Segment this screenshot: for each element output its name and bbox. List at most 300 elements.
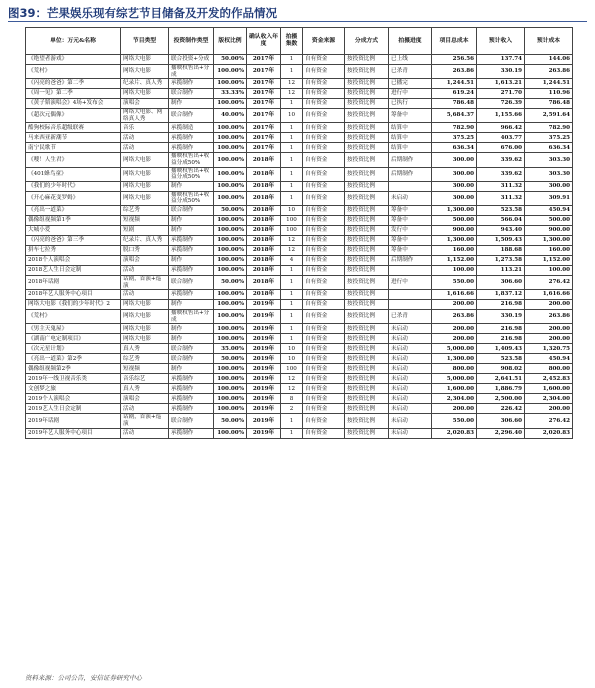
- table-cell: 自有资金: [303, 364, 345, 374]
- table-cell: 自有资金: [303, 235, 345, 245]
- table-cell: 短视频: [121, 215, 169, 225]
- table-cell: 306.60: [477, 275, 525, 289]
- table-cell: 演唱会: [121, 394, 169, 404]
- table-cell: 800.00: [525, 364, 573, 374]
- table-cell: 1,600.00: [432, 384, 477, 394]
- table-row: [26, 324, 573, 334]
- table-cell: 未启动: [389, 324, 432, 334]
- table-cell: 500.00: [432, 215, 477, 225]
- table-cell: 1: [281, 334, 303, 344]
- table-cell: 2018个人演唱会: [26, 255, 121, 265]
- table-cell: 100.00%: [214, 123, 247, 133]
- table-cell: 1,244.51: [432, 79, 477, 89]
- table-cell: 发行中: [389, 225, 432, 235]
- table-cell: 演唱会: [121, 255, 169, 265]
- column-header: 投资制作类型: [169, 28, 214, 55]
- table-cell: 未启动: [389, 354, 432, 364]
- table-cell: 900.00: [525, 225, 573, 235]
- table-cell: 按投资比例: [345, 99, 389, 109]
- table-cell: [389, 290, 432, 300]
- table-cell: 音乐综艺: [121, 374, 169, 384]
- table-cell: 已上线: [389, 55, 432, 65]
- table-cell: 未启动: [389, 428, 432, 438]
- table-cell: 联合制作: [169, 109, 214, 123]
- table-cell: 200.00: [525, 334, 573, 344]
- table-cell: 2019个人演唱会: [26, 394, 121, 404]
- table-cell: 活动: [121, 404, 169, 414]
- table-cell: 100.00%: [214, 384, 247, 394]
- table-cell: 110.96: [525, 89, 573, 99]
- table-row: [26, 143, 573, 153]
- table-cell: 播映权售出+分成: [169, 65, 214, 79]
- table-cell: 1,886.79: [477, 384, 525, 394]
- table-cell: 726.39: [477, 99, 525, 109]
- table-row: [26, 275, 573, 289]
- table-cell: 523.58: [477, 205, 525, 215]
- table-cell: 已执行: [389, 99, 432, 109]
- table-cell: 1,616.66: [432, 290, 477, 300]
- table-cell: 188.68: [477, 245, 525, 255]
- table-cell: 50.00%: [214, 354, 247, 364]
- table-cell: 144.06: [525, 55, 573, 65]
- table-cell: 音乐: [121, 123, 169, 133]
- table-cell: 2018年: [247, 191, 281, 205]
- table-cell: 播映权售出+收益分成50%: [169, 167, 214, 181]
- table-row: [26, 191, 573, 205]
- table-cell: 按投资比例: [345, 55, 389, 65]
- table-cell: 承揽制作: [169, 235, 214, 245]
- table-cell: 网络大电影: [121, 310, 169, 324]
- table-cell: 216.98: [477, 334, 525, 344]
- table-row: [26, 55, 573, 65]
- table-row: [26, 310, 573, 324]
- table-row: [26, 334, 573, 344]
- table-cell: 100.00%: [214, 394, 247, 404]
- table-cell: 100.00%: [214, 404, 247, 414]
- table-cell: 筹备中: [389, 109, 432, 123]
- table-cell: 未启动: [389, 394, 432, 404]
- table-cell: 100.00%: [214, 153, 247, 167]
- table-cell: 按投资比例: [345, 290, 389, 300]
- table-cell: 按投资比例: [345, 109, 389, 123]
- table-row: [26, 374, 573, 384]
- table-cell: 按投资比例: [345, 205, 389, 215]
- table-cell: 50.00%: [214, 275, 247, 289]
- table-cell: 100: [281, 225, 303, 235]
- table-cell: 后期制作: [389, 153, 432, 167]
- table-cell: 按投资比例: [345, 225, 389, 235]
- table-cell: 636.34: [525, 143, 573, 153]
- table-cell: 纪录片、真人秀: [121, 235, 169, 245]
- column-header: 资金来源: [303, 28, 345, 55]
- table-cell: 1,613.21: [477, 79, 525, 89]
- table-cell: 短视频: [121, 364, 169, 374]
- table-cell: 2018年话剧: [26, 275, 121, 289]
- table-cell: 2017年: [247, 79, 281, 89]
- table-cell: 100.00%: [214, 79, 247, 89]
- table-cell: 按投资比例: [345, 265, 389, 275]
- table-cell: 自有资金: [303, 143, 345, 153]
- table-cell: 马来西亚新潮节: [26, 133, 121, 143]
- table-cell: 2019艺人生日会定制: [26, 404, 121, 414]
- table-cell: 263.86: [525, 65, 573, 79]
- table-cell: 2018年: [247, 290, 281, 300]
- table-cell: 786.48: [525, 99, 573, 109]
- table-cell: 按投资比例: [345, 354, 389, 364]
- table-cell: 1: [281, 428, 303, 438]
- table-cell: 216.98: [477, 324, 525, 334]
- table-cell: 1: [281, 310, 303, 324]
- table-cell: 300.00: [432, 153, 477, 167]
- table-cell: 按投资比例: [345, 133, 389, 143]
- table-cell: 自有资金: [303, 290, 345, 300]
- table-cell: 活动: [121, 133, 169, 143]
- table-cell: 2019年: [247, 394, 281, 404]
- table-cell: 话剧，首演+巡演: [121, 414, 169, 428]
- table-cell: 1: [281, 414, 303, 428]
- table-cell: 自有资金: [303, 414, 345, 428]
- table-cell: 联合制作: [169, 89, 214, 99]
- table-cell: 播映权售出+分成: [169, 310, 214, 324]
- table-row: [26, 89, 573, 99]
- table-cell: 100.00%: [214, 245, 247, 255]
- table-cell: 450.94: [525, 205, 573, 215]
- table-cell: 800.00: [432, 364, 477, 374]
- table-cell: 782.90: [432, 123, 477, 133]
- table-cell: 50.00%: [214, 205, 247, 215]
- table-cell: 综艺秀: [121, 205, 169, 215]
- table-cell: 偶像组视频第2季: [26, 364, 121, 374]
- table-cell: 2,641.51: [477, 374, 525, 384]
- table-cell: 《绝望者游戏》: [26, 55, 121, 65]
- table-cell: 2018年: [247, 245, 281, 255]
- table-cell: 按投资比例: [345, 324, 389, 334]
- table-cell: 2,296.40: [477, 428, 525, 438]
- table-cell: 1,616.66: [525, 290, 573, 300]
- table-cell: 制作: [169, 181, 214, 191]
- table-cell: 按投资比例: [345, 404, 389, 414]
- table-cell: 制作: [169, 225, 214, 235]
- table-row: [26, 255, 573, 265]
- table-cell: 100.00%: [214, 428, 247, 438]
- table-cell: 1: [281, 300, 303, 310]
- table-cell: 100.00%: [214, 324, 247, 334]
- table-cell: 450.94: [525, 354, 573, 364]
- table-cell: 100.00%: [214, 215, 247, 225]
- table-cell: 《闪亮的爸爸》第二季: [26, 79, 121, 89]
- table-cell: 《开心麻花变罗姆》: [26, 191, 121, 205]
- table-cell: 200.00: [525, 300, 573, 310]
- table-cell: 50.00%: [214, 414, 247, 428]
- table-cell: 结算中: [389, 123, 432, 133]
- table-cell: 2,304.00: [432, 394, 477, 404]
- table-cell: 自有资金: [303, 225, 345, 235]
- table-cell: 自有资金: [303, 89, 345, 99]
- table-cell: 自有资金: [303, 181, 345, 191]
- table-cell: 网络大电影: [121, 167, 169, 181]
- table-row: [26, 153, 573, 167]
- table-cell: 播映权售出+收益分成50%: [169, 153, 214, 167]
- table-cell: 自有资金: [303, 99, 345, 109]
- table-cell: 制作: [169, 334, 214, 344]
- table-cell: 联合制作: [169, 354, 214, 364]
- table-cell: 263.86: [432, 310, 477, 324]
- table-cell: 160.00: [432, 245, 477, 255]
- table-cell: 活动: [121, 265, 169, 275]
- table-cell: 按投资比例: [345, 384, 389, 394]
- table-cell: 按投资比例: [345, 215, 389, 225]
- table-cell: 《次元星计划》: [26, 344, 121, 354]
- table-cell: 酷狗校际音乐超级联赛: [26, 123, 121, 133]
- table-row: [26, 265, 573, 275]
- table-cell: 筹备中: [389, 245, 432, 255]
- table-cell: 2019年: [247, 334, 281, 344]
- table-cell: 活动: [121, 428, 169, 438]
- table-cell: 200.00: [432, 334, 477, 344]
- table-cell: 自有资金: [303, 394, 345, 404]
- table-cell: 自有资金: [303, 384, 345, 394]
- table-row: [26, 394, 573, 404]
- table-row: [26, 225, 573, 235]
- table-cell: 276.42: [525, 275, 573, 289]
- table-cell: 拼车七拉秀: [26, 245, 121, 255]
- table-cell: 1,600.00: [525, 384, 573, 394]
- table-cell: 200.00: [432, 324, 477, 334]
- table-cell: 2018年: [247, 275, 281, 289]
- table-cell: 联合制作: [169, 414, 214, 428]
- table-cell: 330.19: [477, 65, 525, 79]
- table-cell: 12: [281, 79, 303, 89]
- table-cell: 256.56: [432, 55, 477, 65]
- table-cell: 按投资比例: [345, 79, 389, 89]
- table-cell: 226.42: [477, 404, 525, 414]
- table-row: [26, 79, 573, 89]
- table-cell: 文创梦之旅: [26, 384, 121, 394]
- table-cell: 100.00%: [214, 235, 247, 245]
- table-cell: 自有资金: [303, 310, 345, 324]
- table-cell: 1: [281, 123, 303, 133]
- table-cell: 自有资金: [303, 123, 345, 133]
- table-cell: 200.00: [525, 404, 573, 414]
- table-cell: 263.86: [432, 65, 477, 79]
- table-cell: 《401蜂鸟童》: [26, 167, 121, 181]
- table-cell: 2017年: [247, 109, 281, 123]
- table-cell: 1,837.12: [477, 290, 525, 300]
- table-cell: 《黄子韬演唱会》4场+发布会: [26, 99, 121, 109]
- table-cell: 《我们的少年时代》: [26, 181, 121, 191]
- table-cell: 2019年: [247, 374, 281, 384]
- table-cell: 《超次元偶像》: [26, 109, 121, 123]
- table-cell: 271.70: [477, 89, 525, 99]
- table-cell: 2019年: [247, 354, 281, 364]
- table-cell: 100.00%: [214, 191, 247, 205]
- table-cell: 自有资金: [303, 255, 345, 265]
- table-cell: 300.00: [432, 167, 477, 181]
- table-cell: 筹备中: [389, 215, 432, 225]
- table-cell: 已播完: [389, 79, 432, 89]
- table-cell: 网络大电影《我们的少年时代》2: [26, 300, 121, 310]
- table-cell: 网络大电影: [121, 181, 169, 191]
- table-cell: 《湖南广电定制项目》: [26, 334, 121, 344]
- table-cell: 100.00%: [214, 133, 247, 143]
- table-cell: 结算中: [389, 143, 432, 153]
- table-cell: 承揽制作: [169, 133, 214, 143]
- table-cell: 未启动: [389, 414, 432, 428]
- table-cell: 375.25: [525, 133, 573, 143]
- table-cell: 137.74: [477, 55, 525, 65]
- table-cell: 1: [281, 99, 303, 109]
- table-cell: 2019年艺人服务中心项目: [26, 428, 121, 438]
- table-cell: 12: [281, 245, 303, 255]
- table-cell: 大城小爱: [26, 225, 121, 235]
- table-cell: 未启动: [389, 344, 432, 354]
- table-cell: 300.00: [525, 181, 573, 191]
- table-row: [26, 414, 573, 428]
- table-cell: 结算中: [389, 133, 432, 143]
- table-cell: 2018年艺人服务中心项目: [26, 290, 121, 300]
- table-cell: 12: [281, 374, 303, 384]
- table-row: [26, 181, 573, 191]
- table-cell: 330.19: [477, 310, 525, 324]
- table-cell: 2,020.83: [432, 428, 477, 438]
- table-cell: 900.00: [432, 225, 477, 235]
- table-cell: 按投资比例: [345, 245, 389, 255]
- table-cell: 2018年: [247, 153, 281, 167]
- table-cell: 按投资比例: [345, 89, 389, 99]
- table-row: [26, 364, 573, 374]
- table-cell: 12: [281, 384, 303, 394]
- table-cell: 100.00%: [214, 300, 247, 310]
- table-cell: 按投资比例: [345, 181, 389, 191]
- table-cell: 南宁民歌节: [26, 143, 121, 153]
- table-cell: 100.00%: [214, 65, 247, 79]
- table-cell: 网络大电影: [121, 55, 169, 65]
- table-cell: 《闪亮的爸爸》第三季: [26, 235, 121, 245]
- table-cell: 403.77: [477, 133, 525, 143]
- table-cell: 1: [281, 143, 303, 153]
- table-cell: 自有资金: [303, 109, 345, 123]
- table-header-row: [26, 28, 573, 55]
- table-cell: 承揽制作: [169, 404, 214, 414]
- table-cell: 100.00%: [214, 255, 247, 265]
- table-cell: 联合制作: [169, 275, 214, 289]
- table-cell: 5,684.37: [432, 109, 477, 123]
- table-cell: 311.32: [477, 181, 525, 191]
- table-cell: 制作: [169, 255, 214, 265]
- table-cell: 2017年: [247, 65, 281, 79]
- table-cell: 网络大电影、网络真人秀: [121, 109, 169, 123]
- figure-title: 图39：芒果娱乐现有综艺节目储备及开发的作品情况: [8, 6, 278, 20]
- table-cell: 网络大电影: [121, 324, 169, 334]
- table-cell: 10: [281, 354, 303, 364]
- table-cell: 按投资比例: [345, 255, 389, 265]
- table-cell: 已杀青: [389, 310, 432, 324]
- column-header: 分成方式: [345, 28, 389, 55]
- table-row: [26, 290, 573, 300]
- table-body: [26, 55, 573, 439]
- table-cell: [389, 181, 432, 191]
- table-cell: 1,300.00: [525, 235, 573, 245]
- table-row: [26, 235, 573, 245]
- table-cell: 2,452.83: [525, 374, 573, 384]
- table-cell: 1: [281, 275, 303, 289]
- table-cell: 制作: [169, 99, 214, 109]
- table-cell: 自有资金: [303, 275, 345, 289]
- table-cell: 2: [281, 404, 303, 414]
- table-cell: 8: [281, 394, 303, 404]
- table-cell: 2019年: [247, 404, 281, 414]
- table-cell: 100.00: [525, 265, 573, 275]
- table-cell: 100.00%: [214, 334, 247, 344]
- table-cell: 承揽制作: [169, 428, 214, 438]
- table-cell: 2018年: [247, 225, 281, 235]
- table-cell: 活动: [121, 290, 169, 300]
- table-cell: 1,509.43: [477, 235, 525, 245]
- table-cell: [389, 265, 432, 275]
- table-cell: 566.04: [477, 215, 525, 225]
- table-cell: 276.42: [525, 414, 573, 428]
- program-table: [25, 27, 573, 439]
- table-cell: 按投资比例: [345, 167, 389, 181]
- table-cell: 1,244.51: [525, 79, 573, 89]
- table-cell: 309.91: [525, 191, 573, 205]
- table-cell: 200.00: [432, 300, 477, 310]
- table-cell: 自有资金: [303, 374, 345, 384]
- table-cell: 《亮出一道菜》: [26, 205, 121, 215]
- table-cell: 综艺秀: [121, 354, 169, 364]
- table-cell: 311.32: [477, 191, 525, 205]
- table-cell: 1: [281, 324, 303, 334]
- table-cell: 40.00%: [214, 109, 247, 123]
- table-cell: 100.00: [432, 265, 477, 275]
- table-cell: 承揽制作: [169, 290, 214, 300]
- table-cell: 943.40: [477, 225, 525, 235]
- table-cell: 自有资金: [303, 404, 345, 414]
- table-cell: 303.30: [525, 153, 573, 167]
- table-cell: 偶像组视频第1季: [26, 215, 121, 225]
- table-cell: 2019年: [247, 310, 281, 324]
- table-cell: 2019年一线卫视音乐类: [26, 374, 121, 384]
- table-cell: 自有资金: [303, 133, 345, 143]
- table-cell: 《嗖！人生君》: [26, 153, 121, 167]
- table-cell: 按投资比例: [345, 153, 389, 167]
- table-row: [26, 109, 573, 123]
- table-cell: 676.00: [477, 143, 525, 153]
- table-cell: 自有资金: [303, 265, 345, 275]
- table-cell: 承揽制作: [169, 143, 214, 153]
- table-cell: 承揽制作: [169, 265, 214, 275]
- table-cell: 未启动: [389, 404, 432, 414]
- table-cell: 782.90: [525, 123, 573, 133]
- table-cell: 100.00%: [214, 265, 247, 275]
- table-cell: 网络大电影: [121, 153, 169, 167]
- table-cell: 10: [281, 109, 303, 123]
- title-divider: [8, 21, 587, 22]
- table-cell: 1,300.00: [432, 235, 477, 245]
- table-cell: 1,320.75: [525, 344, 573, 354]
- table-cell: 按投资比例: [345, 235, 389, 245]
- table-cell: 2017年: [247, 99, 281, 109]
- table-cell: 100.00%: [214, 225, 247, 235]
- table-cell: 216.98: [477, 300, 525, 310]
- table-cell: 2019年: [247, 364, 281, 374]
- table-cell: 演唱会: [121, 99, 169, 109]
- table-row: [26, 123, 573, 133]
- table-cell: 2018年: [247, 215, 281, 225]
- table-cell: 100.00%: [214, 290, 247, 300]
- table-cell: 筹备中: [389, 235, 432, 245]
- table-cell: 按投资比例: [345, 191, 389, 205]
